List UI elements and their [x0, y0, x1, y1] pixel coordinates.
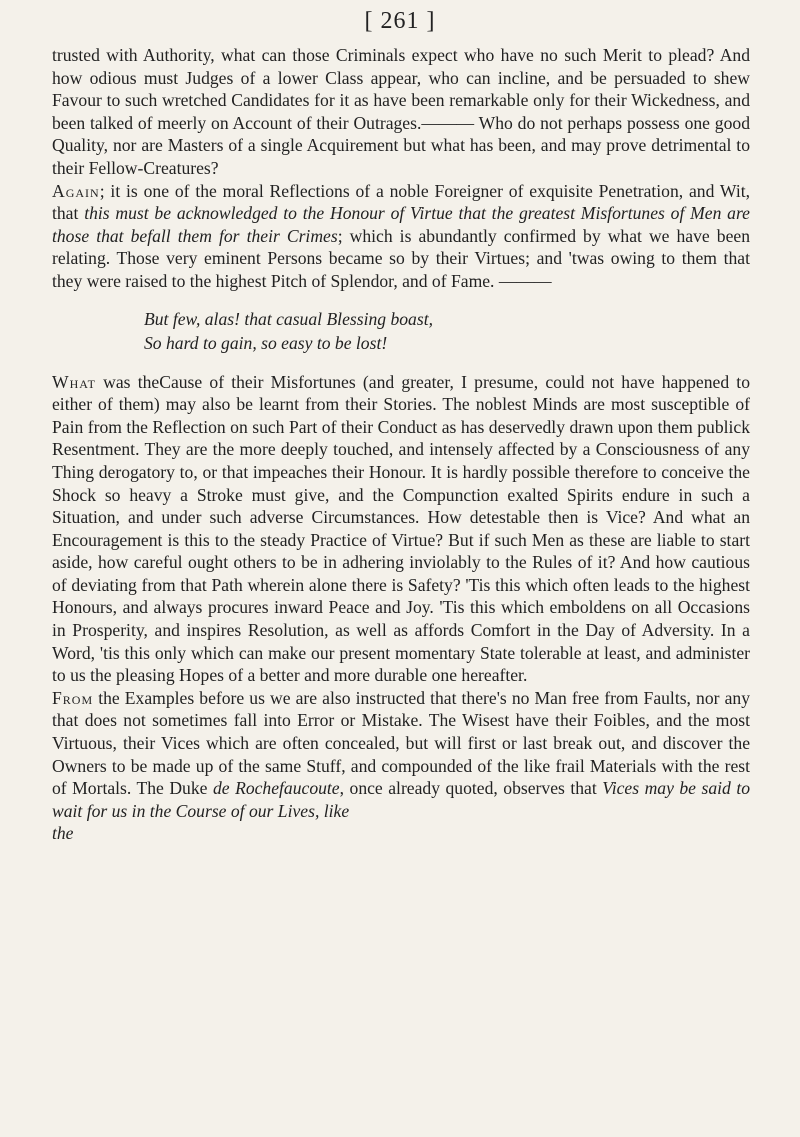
paragraph-4-text-b: , once already quoted, observes that	[339, 778, 597, 799]
catchword: the	[52, 823, 74, 844]
paragraph-3-text: was theCause of their Misfortunes (and greater, I presume, could not have happened to either of them) may also be learnt from their Stories. The noblest Minds are most susceptible of Pain from the Reflection on such Part of their Conduct as has deservedly drawn upon them publick Resentment. They are the more deeply touched, and intensely affected by a Consciousness of any Thing derogatory to, or that impeaches their Honour. It is hardly possible therefore to conceive the Shock so heavy a Stroke must give, and the Compunction exalted Spirits endure in such a Situation, and under such adverse Circumstances. How detestable then is Vice? And what an Encouragement is this to the steady Practice of Virtue? But if such Men as these are liable to start aside, how careful ought others to be in adhering inviolably to the Rules of it? And how cautious of deviating from that Path wherein alone there is Safety? 'Tis this which often leads to the highest Honours, and always procures inward Peace and Joy. 'Tis this which emboldens on all Occasions in Prosperity, and inspires Resolution, as well as affords Comfort in the Day of Adversity. In a Word, 'tis this only which can make our present momentary State tolerable at least, and administer to us the pleasing Hopes of a better and more durable one hereafter.	[52, 371, 750, 686]
verse-quote	[52, 307, 750, 355]
body-text	[52, 44, 750, 845]
paragraph-3	[52, 371, 750, 687]
paragraph-4-lead: From	[52, 687, 94, 708]
paragraph-2-text-b: ; which is abundantly confirmed by what we have been relating. Those very eminent Persons became so by their Virtues; and 'twas owing to them that they were raised to the highest Pitch of Splendor, and of Fame. ———	[52, 225, 750, 291]
paragraph-2-text-a: ; it is one of the moral Reflections of a noble Foreigner of exquisite Penetration, and Wit, that	[52, 180, 750, 224]
verse-line-2: So hard to gain, so easy to be lost!	[144, 332, 388, 353]
paragraph-2-lead: Again	[52, 180, 100, 201]
paragraph-1: trusted with Authority, what can those Criminals expect who have no such Merit to plead? And how odious must Judges of a lower Class appear, who can incline, and be persuaded to shew Favour to such wretched Candidates for it as have been remarkable only for their Wickedness, and been talked of meerly on Account of their Outrages.——— Who do not perhaps possess one good Quality, nor are Masters of a single Acquirement but what has been, and may prove detrimental to their Fellow-Creatures?	[52, 45, 750, 178]
verse-line-1: But few, alas! that casual Blessing boast,	[144, 308, 433, 329]
quoted-maxim: this must be acknowledged to the Honour of Virtue that the greatest Misfortunes of Men are those that befall them for their Crimes	[52, 203, 750, 246]
paragraph-4-text-a: the Examples before us we are also instructed that there's no Man free from Faults, nor any that does not sometimes fall into Error or Mistake. The Wisest have their Foibles, and the most Virtuous, their Vices which are often concealed, but will first or last break out, and discover the Owners to be made up of the same Stuff, and compounded of the like frail Materials with the rest of Mortals. The Duke	[52, 687, 750, 799]
quoted-maxim-2: Vices may be said to wait for us in the Course of our Lives, like	[52, 778, 751, 821]
page-number: [ 261 ]	[364, 8, 436, 34]
author-name: de Rochefaucoute	[212, 778, 340, 799]
paragraph-2	[52, 180, 750, 293]
paragraph-3-lead: What	[52, 371, 96, 392]
paragraph-4	[52, 687, 750, 823]
